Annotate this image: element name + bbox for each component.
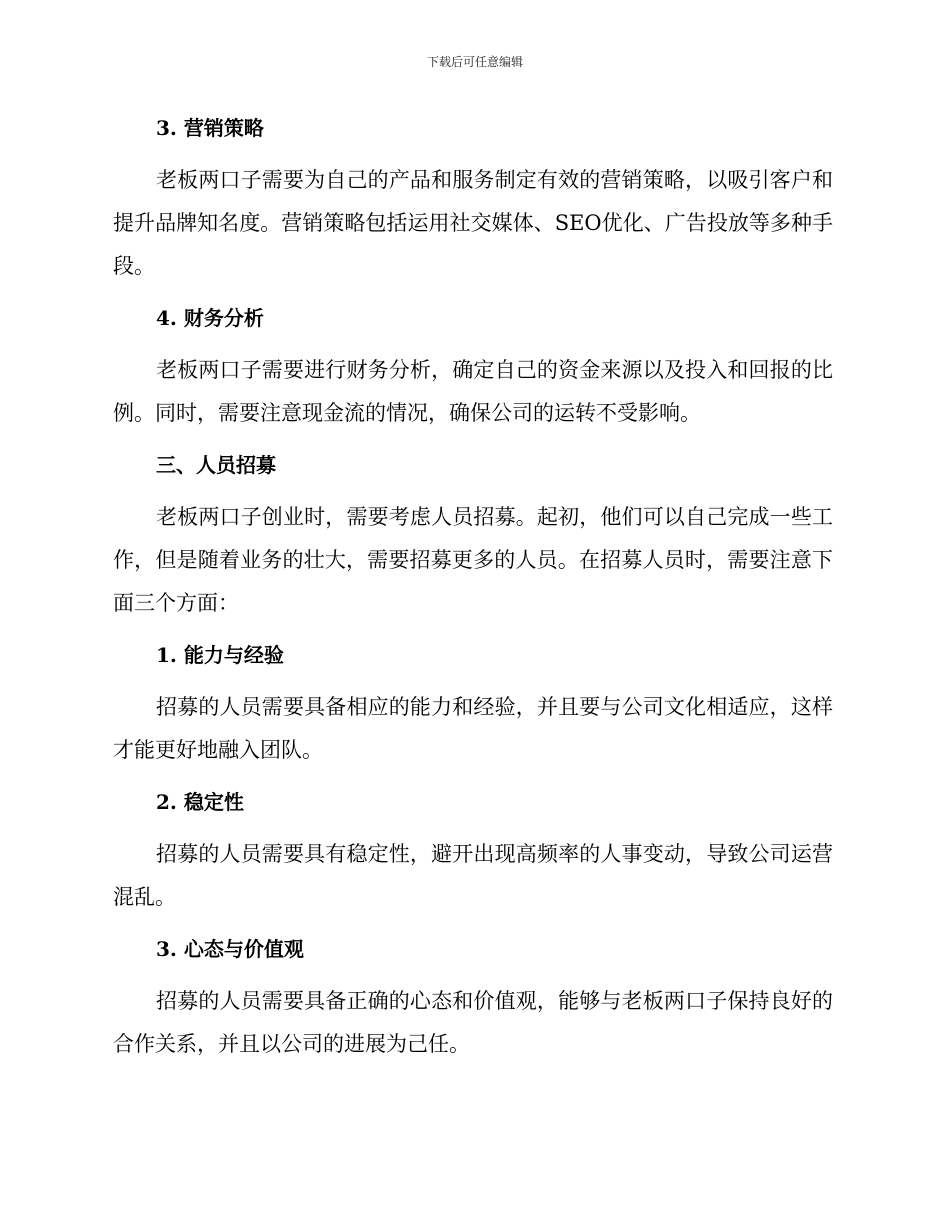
section-heading-finance: 4. 财务分析 — [156, 306, 264, 330]
section-heading-marketing: 3. 营销策略 — [156, 116, 264, 140]
section-heading-stability: 2. 稳定性 — [156, 790, 244, 814]
paragraph-finance: 老板两口子需要进行财务分析，确定自己的资金来源以及投入和回报的比例。同时，需要注意现金流的情况，确保公司的运转不受影响。 — [113, 358, 833, 425]
paragraph-stability: 招募的人员需要具有稳定性，避开出现高频率的人事变动，导致公司运营混乱。 — [113, 842, 833, 909]
section-heading-recruitment: 三、人员招募 — [156, 453, 276, 477]
paragraph-recruitment: 老板两口子创业时，需要考虑人员招募。起初，他们可以自己完成一些工作，但是随着业务的壮大，需要招募更多的人员。在招募人员时，需要注意下面三个方面： — [113, 505, 833, 615]
document-body — [113, 108, 833, 1066]
section-heading-mindset: 3. 心态与价值观 — [156, 937, 304, 961]
paragraph-ability: 招募的人员需要具备相应的能力和经验，并且要与公司文化相适应，这样才能更好地融入团队。 — [113, 695, 833, 762]
paragraph-marketing: 老板两口子需要为自己的产品和服务制定有效的营销策略，以吸引客户和提升品牌知名度。营销策略包括运用社交媒体、SEO优化、广告投放等多种手段。 — [113, 168, 833, 278]
section-heading-ability: 1. 能力与经验 — [156, 643, 284, 667]
header-note: 下载后可任意编辑 — [426, 55, 523, 69]
paragraph-mindset: 招募的人员需要具备正确的心态和价值观，能够与老板两口子保持良好的合作关系，并且以公司的进展为己任。 — [113, 989, 833, 1056]
